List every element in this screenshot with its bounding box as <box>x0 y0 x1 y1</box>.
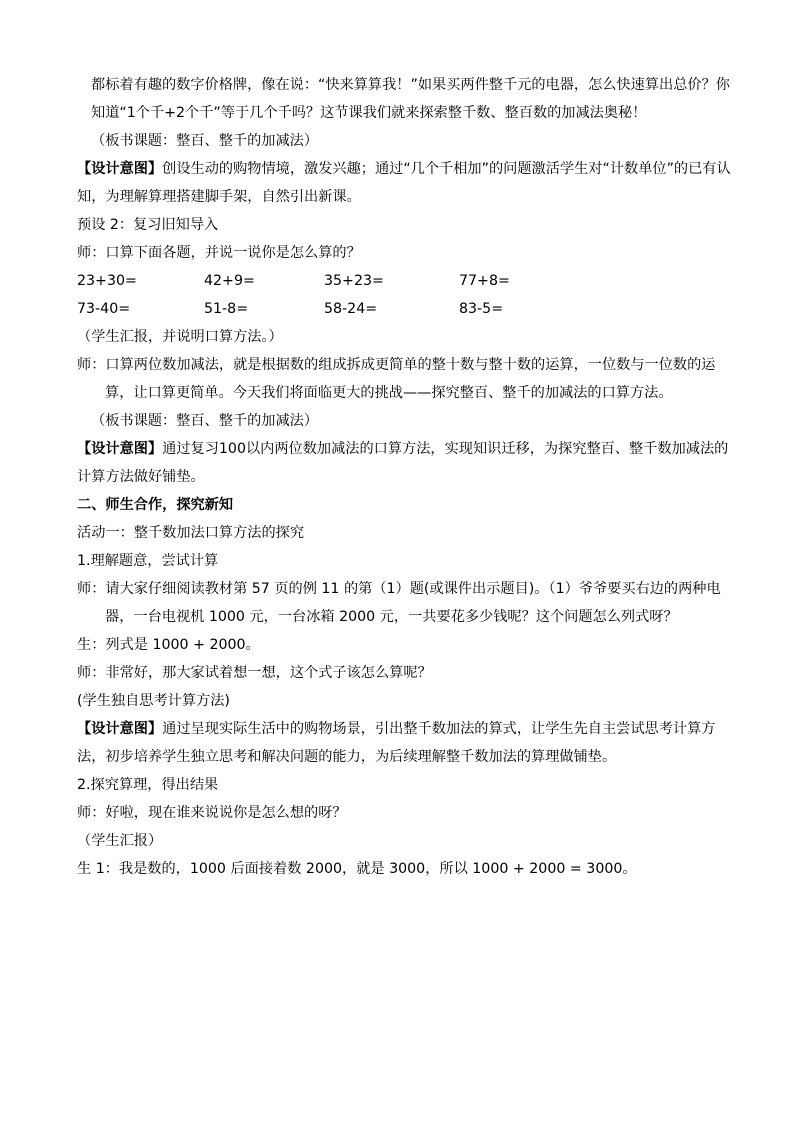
calc-row-1 <box>77 267 732 295</box>
teacher-followup: 师：非常好，那大家试着想一想，这个式子该怎么算呢？ <box>77 665 432 681</box>
design-intent-text: 通过复习100以内两位数加减法的口算方法，实现知识迁移，为探究整百、整千数加减法的计算方法做好铺垫。 <box>77 441 729 485</box>
step-2-heading: 2.探究算理，得出结果 <box>77 777 219 793</box>
teacher-explanation: 师：口算两位数加减法，就是根据数的组成拆成更简单的整十数与整十数的运算，一位数与一位数的运算，让口算更简单。今天我们将面临更大的挑战——探究整百、整千的加减法的口算方法。 <box>77 357 716 401</box>
student-1-answer: 生 1：我是数的，1000 后面接着数 2000，就是 3000，所以 1000 + 2000 = 3000。 <box>77 861 637 877</box>
calc-item: 58-24= <box>324 301 378 317</box>
calc-item: 73-40= <box>77 301 131 317</box>
design-intent-tag: 【设计意图】 <box>77 161 163 177</box>
design-intent-1 <box>77 155 732 211</box>
design-intent-tag: 【设计意图】 <box>77 721 163 737</box>
design-intent-3 <box>77 715 732 771</box>
student-report-note: （学生汇报，并说明口算方法。） <box>77 329 283 345</box>
calc-item: 42+9= <box>204 273 255 289</box>
student-report-note-2: （学生汇报） <box>77 833 163 849</box>
paragraph-intro: 都标着有趣的数字价格牌，像在说：“快来算算我！”如果买两件整千元的电器，怎么快速算出总价？你知道“1个千+2个千”等于几个千吗？这节课我们就来探索整千数、整百数的加减法奥秘！ <box>91 77 730 121</box>
calc-item: 51-8= <box>204 301 249 317</box>
calc-row-2 <box>77 295 732 323</box>
design-intent-tag: 【设计意图】 <box>77 441 163 457</box>
student-answer: 生：列式是 1000 + 2000。 <box>77 637 260 653</box>
section-heading-2: 二、师生合作，探究新知 <box>77 497 234 513</box>
design-intent-2 <box>77 435 732 491</box>
calc-item: 83-5= <box>459 301 504 317</box>
board-title-note: （板书课题：整百、整千的加减法） <box>91 133 319 149</box>
activity-1-heading: 活动一：整千数加法口算方法的探究 <box>77 525 305 541</box>
teacher-problem: 师：请大家仔细阅读教材第 57 页的例 11 的第（1）题(或课件出示题目)。（1）爷爷要买右边的两种电器，一台电视机 1000 元，一台冰箱 2000 元，一共要花多少钱呢？这个问题怎么列式呀？ <box>77 581 721 625</box>
student-think-note: (学生独自思考计算方法) <box>77 693 230 709</box>
teacher-ask: 师：好啦，现在谁来说说你是怎么想的呀？ <box>77 805 347 821</box>
document-body <box>77 71 732 883</box>
step-1-heading: 1.理解题意，尝试计算 <box>77 553 219 569</box>
board-title-note-2: （板书课题：整百、整千的加减法） <box>91 413 319 429</box>
design-intent-text: 通过呈现实际生活中的购物场景，引出整千数加法的算式，让学生先自主尝试思考计算方法，初步培养学生独立思考和解决问题的能力，为后续理解整千数加法的算理做铺垫。 <box>77 721 716 765</box>
design-intent-text: 创设生动的购物情境，激发兴趣；通过“几个千相加”的问题激活学生对“计数单位”的已有认知，为理解算理搭建脚手架，自然引出新课。 <box>77 161 731 205</box>
calc-item: 77+8= <box>459 273 510 289</box>
calc-item: 23+30= <box>77 273 137 289</box>
preset-2-heading: 预设 2：复习旧知导入 <box>77 217 219 233</box>
teacher-prompt-oral: 师：口算下面各题，并说一说你是怎么算的？ <box>77 245 361 261</box>
calc-item: 35+23= <box>324 273 384 289</box>
